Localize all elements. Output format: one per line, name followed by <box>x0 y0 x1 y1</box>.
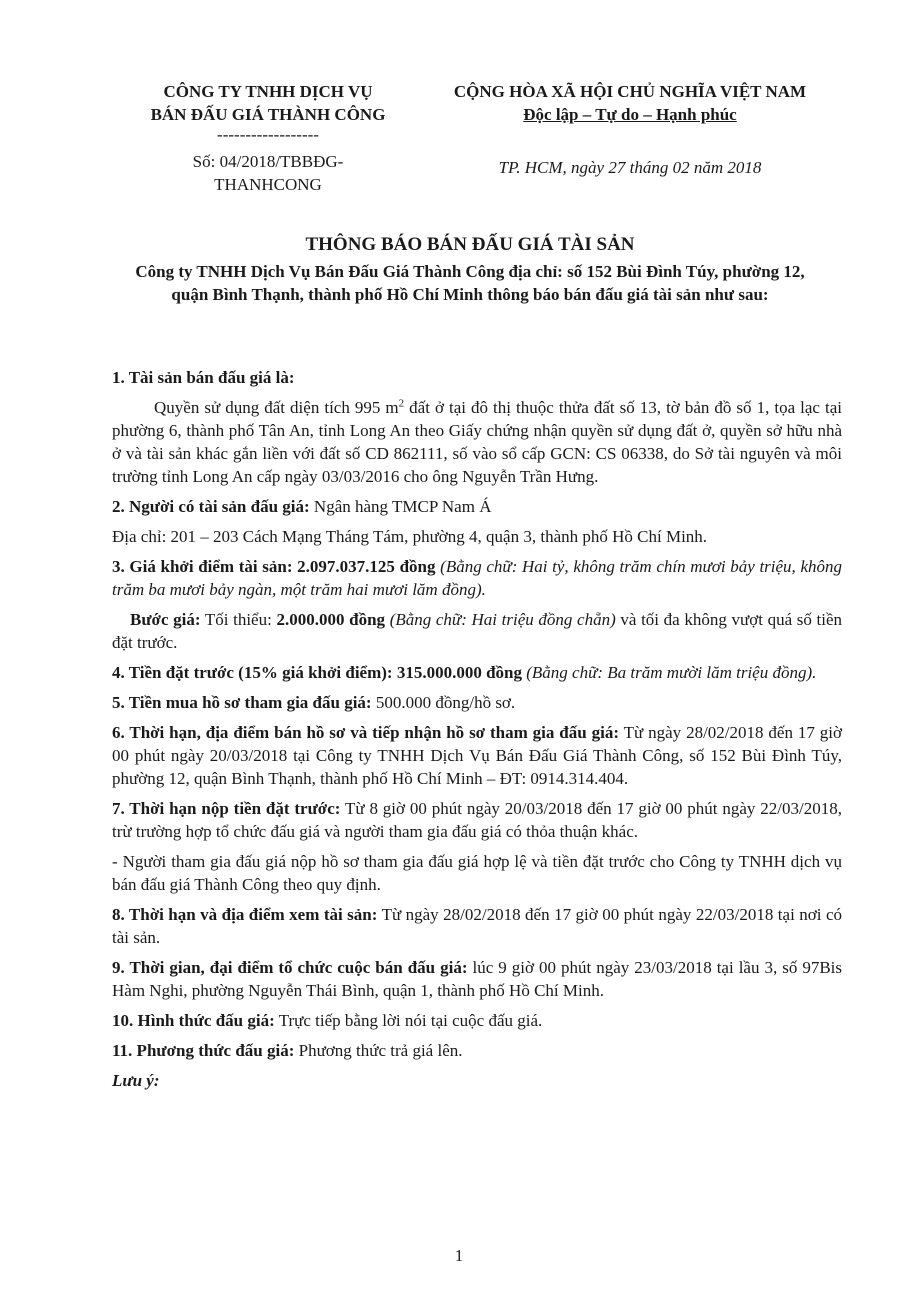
amount-in-words: (Bằng chữ: Ba trăm mười lăm triệu đồng). <box>521 663 817 682</box>
document-body <box>112 366 842 1099</box>
note-label: Lưu ý: <box>112 1071 160 1090</box>
note-label-line <box>112 1069 842 1092</box>
section-text: lúc 9 giờ 00 phút ngày 23/03/2018 tại lầu 3, số 97Bis Hàm Nghi, phường Nguyễn Thái Bình, quận 1, thành phố Hồ Chí Minh. <box>112 958 842 1000</box>
section-9 <box>112 956 842 1002</box>
section-text: Phương thức trả giá lên. <box>294 1041 463 1060</box>
org-name-line1: CÔNG TY TNHH DỊCH VỤ <box>163 82 373 101</box>
bid-step-amount: 2.000.000 đồng <box>276 610 386 629</box>
section-4 <box>112 661 842 684</box>
section-8 <box>112 903 842 949</box>
section-heading: 9. Thời gian, đại điểm tổ chức cuộc bán đấu giá: <box>112 958 468 977</box>
section-3 <box>112 555 842 601</box>
section-heading: 8. Thời hạn và địa điểm xem tài sản: <box>112 905 378 924</box>
section-text: Từ 8 giờ 00 phút ngày 20/03/2018 đến 17 giờ 00 phút ngày 22/03/2018, trừ trường hợp tổ chức đấu giá và người tham gia đấu giá có thỏa thuận khác. <box>112 799 842 841</box>
title-block <box>120 232 820 306</box>
bid-step <box>112 608 842 654</box>
reference-number-line1: Số: 04/2018/TBBĐG- <box>192 152 344 171</box>
document-date: TP. HCM, ngày 27 tháng 02 năm 2018 <box>498 158 762 177</box>
reference-number-line2: THANHCONG <box>214 175 322 194</box>
section-heading: 10. Hình thức đấu giá: <box>112 1011 275 1030</box>
section-text: Ngân hàng TMCP Nam Á <box>309 497 492 516</box>
header-separator: ------------------ <box>217 125 319 144</box>
section-10 <box>112 1009 842 1032</box>
bid-step-text-a: Tối thiểu: <box>200 610 277 629</box>
section-text: 500.000 đồng/hồ sơ. <box>371 693 516 712</box>
section-text: Trực tiếp bằng lời nói tại cuộc đấu giá. <box>274 1011 543 1030</box>
section-7 <box>112 797 842 843</box>
bid-step-words: (Bằng chữ: Hai triệu đồng chẵn) <box>385 610 616 629</box>
section-text: Từ ngày 28/02/2018 đến 17 giờ 00 phút ngày 22/03/2018 tại nơi có tài sản. <box>112 905 842 947</box>
document-title: THÔNG BÁO BÁN ĐẤU GIÁ TÀI SẢN <box>305 234 635 255</box>
national-motto: Độc lập – Tự do – Hạnh phúc <box>523 105 737 124</box>
section-heading: 11. Phương thức đấu giá: <box>112 1041 295 1060</box>
section-1-text <box>112 396 842 488</box>
page-number: 1 <box>454 1246 464 1265</box>
asset-description-a: Quyền sử dụng đất diện tích 995 m <box>154 398 399 417</box>
section-heading: 7. Thời hạn nộp tiền đặt trước: <box>112 799 341 818</box>
section-heading: 4. Tiền đặt trước (15% giá khởi điểm): 315.000.000 đồng <box>112 663 522 682</box>
section-heading: 5. Tiền mua hồ sơ tham gia đấu giá: <box>112 693 372 712</box>
bid-step-text-b: và tối đa không vượt quá số tiền đặt trước. <box>112 610 843 652</box>
section-5 <box>112 691 842 714</box>
section-11 <box>112 1039 842 1062</box>
org-name-line2: BÁN ĐẤU GIÁ THÀNH CÔNG <box>150 105 386 124</box>
amount-in-words: (Bằng chữ: Hai tỷ, không trăm chín mươi bảy triệu, không trăm ba mươi bảy ngàn, một trăm hai mươi lăm đồng). <box>112 557 843 599</box>
asset-description-b: đất ở tại đô thị thuộc thửa đất số 13, tờ bản đồ số 1, tọa lạc tại phường 6, thành phố Tân An, tỉnh Long An theo Giấy chứng nhận quyền sử dụng đất ở, quyền sở hữu nhà ở và tài sản khác gắn liền với đất số CD 862111, số vào sổ cấp GCN: CS 06338, do Sở tài nguyên và môi trường tỉnh Long An cấp ngày 03/03/2016 cho ông Nguyễn Trần Hưng. <box>112 398 843 486</box>
section-6 <box>112 721 842 790</box>
intro-paragraph: Công ty TNHH Dịch Vụ Bán Đấu Giá Thành Công địa chỉ: số 152 Bùi Đình Túy, phường 12, quận Bình Thạnh, thành phố Hồ Chí Minh thông báo bán đấu giá tài sản như sau: <box>135 262 805 304</box>
nation-name: CỘNG HÒA XÃ HỘI CHỦ NGHĨA VIỆT NAM <box>453 82 807 101</box>
section-2 <box>112 495 842 518</box>
section-text: Từ ngày 28/02/2018 đến 17 giờ 00 phút ngày 20/03/2018 tại Công ty TNHH Dịch Vụ Bán Đấu Giá Thành Công, số 152 Bùi Đình Túy, phường 12, quận Bình Thạnh, thành phố Hồ Chí Minh – ĐT: 0914.314.404. <box>112 723 842 788</box>
bid-step-label: Bước giá: <box>130 610 201 629</box>
owner-address: Địa chỉ: 201 – 203 Cách Mạng Tháng Tám, phường 4, quận 3, thành phố Hồ Chí Minh. <box>112 527 708 546</box>
section-1-heading <box>112 366 842 389</box>
issuer-block <box>118 80 418 196</box>
section-7-note: - Người tham gia đấu giá nộp hồ sơ tham gia đấu giá hợp lệ và tiền đặt trước cho Công ty TNHH dịch vụ bán đấu giá Thành Công theo quy định. <box>112 852 842 894</box>
section-heading: 3. Giá khởi điểm tài sản: 2.097.037.125 đồng <box>112 557 436 576</box>
section-heading: 6. Thời hạn, địa điểm bán hồ sơ và tiếp nhận hồ sơ tham gia đấu giá: <box>112 723 620 742</box>
national-header-block <box>420 80 840 179</box>
section-heading: 2. Người có tài sản đấu giá: <box>112 497 310 516</box>
section-heading: 1. Tài sản bán đấu giá là: <box>112 368 295 387</box>
superscript: 2 <box>398 397 405 410</box>
